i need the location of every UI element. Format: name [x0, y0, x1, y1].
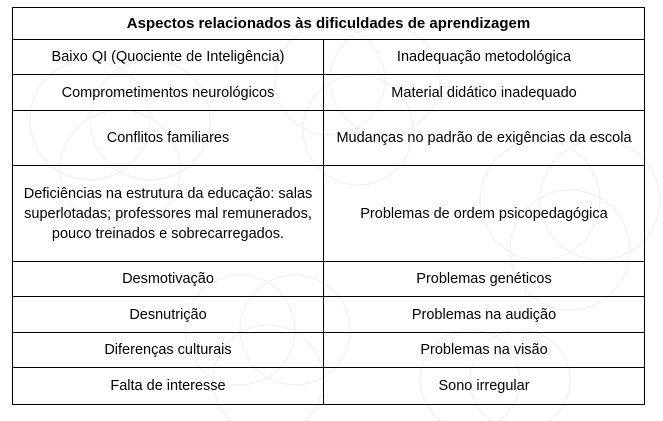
cell-text: Desnutrição — [129, 306, 207, 323]
cell-text: Problemas de ordem psicopedagógica — [360, 205, 608, 222]
learning-difficulties-table — [12, 7, 645, 405]
table-row — [13, 262, 645, 297]
cell-text: Baixo QI (Quociente de Inteligência) — [51, 49, 285, 65]
cell-text: Desmotivação — [122, 271, 214, 287]
cell-text: Problemas na audição — [411, 306, 557, 323]
table-cell-right — [324, 262, 645, 297]
table-cell-left — [13, 333, 324, 368]
table-cell-left — [13, 368, 324, 405]
table-cell-right — [324, 368, 645, 405]
cell-text: Inadequação metodológica — [396, 49, 572, 65]
table-cell-right — [324, 166, 645, 262]
table-cell-left — [13, 166, 324, 262]
cell-text: Deficiências na estrutura da educação: salas superlotadas; professores mal remunerados, pouco treinados e sobrecarregados. — [23, 185, 313, 242]
table-cell-left — [13, 40, 324, 75]
table-row — [13, 333, 645, 368]
table-cell-right — [324, 40, 645, 75]
cell-text: Sono irregular — [438, 378, 530, 394]
cell-text: Comprometimentos neurológicos — [61, 84, 275, 101]
table-cell-left — [13, 297, 324, 333]
cell-text: Problemas na visão — [420, 342, 548, 358]
table-cell-right — [324, 75, 645, 111]
table-cell-right — [324, 333, 645, 368]
table-title: Aspectos relacionados às dificuldades de aprendizagem — [13, 8, 645, 40]
table-row — [13, 166, 645, 262]
cell-text: Mudanças no padrão de exigências da escola — [336, 130, 632, 146]
cell-text: Problemas genéticos — [416, 271, 552, 287]
table-row — [13, 75, 645, 111]
table-cell-left — [13, 75, 324, 111]
cell-text: Falta de interesse — [110, 378, 226, 394]
table-header-row — [13, 8, 645, 40]
table-row — [13, 297, 645, 333]
cell-text: Conflitos familiares — [106, 130, 230, 146]
table-cell-left — [13, 111, 324, 166]
cell-text: Material didático inadequado — [391, 84, 577, 101]
table-row — [13, 368, 645, 405]
table-cell-right — [324, 297, 645, 333]
table-cell-left — [13, 262, 324, 297]
table-cell-right — [324, 111, 645, 166]
table-row — [13, 111, 645, 166]
cell-text: Diferenças culturais — [104, 342, 232, 358]
table-row — [13, 40, 645, 75]
